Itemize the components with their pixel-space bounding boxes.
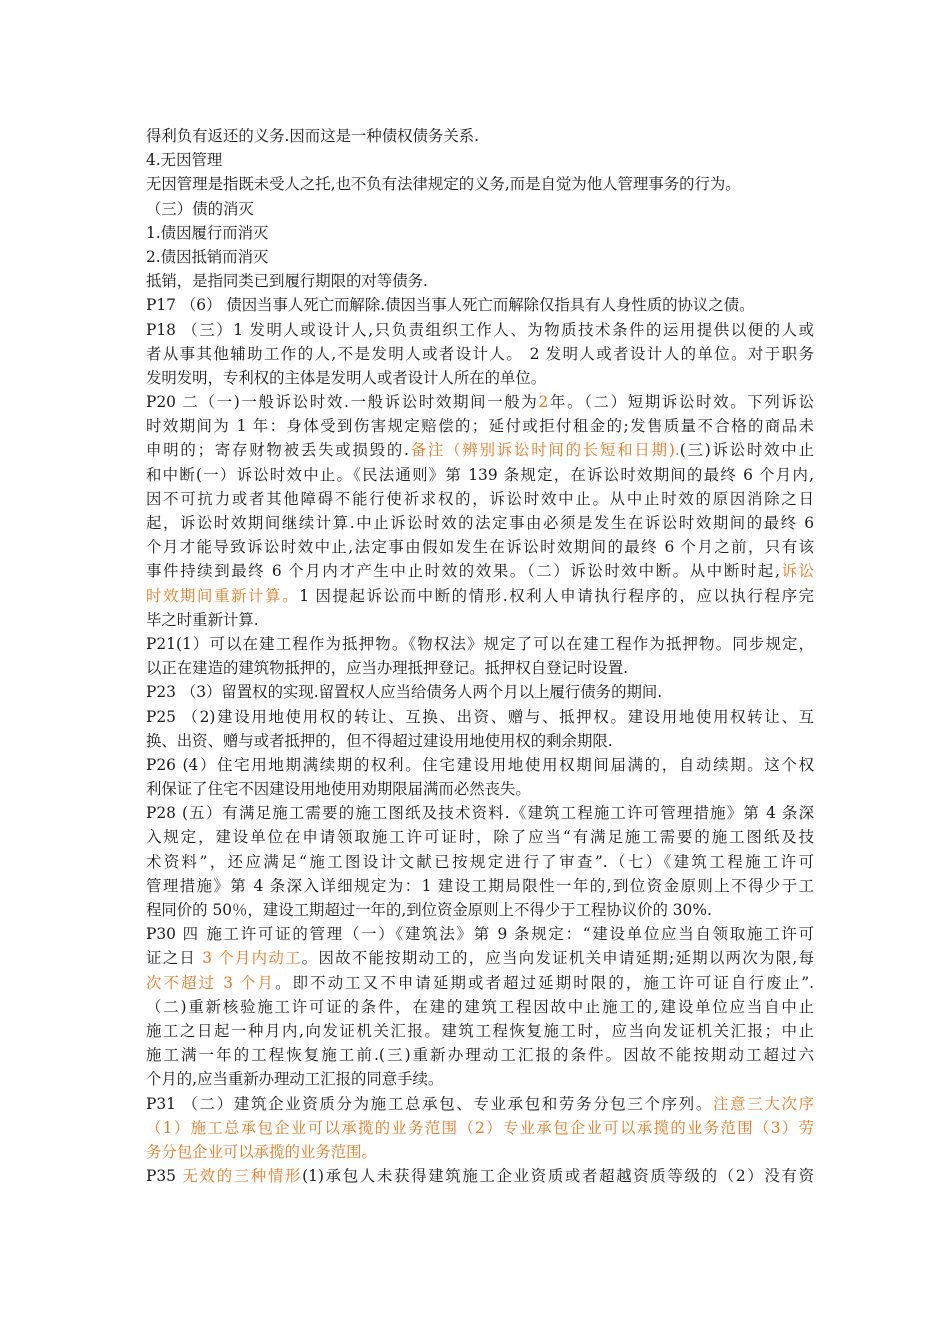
text-line — [146, 245, 814, 269]
text-segment: 个月的,应当重新办理动工汇报的同意手续。 — [146, 1070, 444, 1089]
text-segment: 个月才能导致诉讼时效中止,法定事由假如发生在诉讼时效期间的最终 6 个月之前，只有该 — [146, 538, 814, 557]
text-segment: 施工之日起一种月内,向发证机关汇报。建筑工程恢复施工时，应当向发证机关汇报；中止 — [146, 1021, 814, 1040]
text-line — [146, 1116, 814, 1140]
highlighted-text: 时效期间重新计算。 — [146, 586, 300, 605]
text-line — [146, 414, 814, 438]
highlighted-text: 次不超过 3 个月 — [146, 973, 276, 992]
text-line — [146, 124, 814, 148]
text-line — [146, 946, 814, 970]
text-line — [146, 850, 814, 874]
text-line — [146, 874, 814, 898]
text-segment: 无因管理是指既未受人之托,也不负有法律规定的义务,而是自觉为他人管理事务的行为。 — [146, 175, 741, 194]
text-line — [146, 342, 814, 366]
text-segment: P35 — [146, 1167, 183, 1186]
text-segment: 时效期间为 1 年：身体受到伤害规定赔偿的；延付或拒付租金的;发售质量不合格的商品未 — [146, 417, 814, 436]
text-line — [146, 438, 814, 462]
text-line — [146, 801, 814, 825]
text-line — [146, 1140, 814, 1164]
text-segment: P18 （三）1 发明人或设计人,只负责组织工作人、为物质技术条件的运用提供以便的人或 — [146, 320, 814, 339]
text-segment: 施工满一年的工程恢复施工前.(三)重新办理动工汇报的条件。因故不能按期动工超过六 — [146, 1046, 814, 1065]
highlighted-text: 无效的三种情形 — [182, 1167, 303, 1186]
text-segment: 证之日 — [146, 949, 203, 968]
highlighted-text: 务分包企业可以承揽的业务范围。 — [146, 1142, 377, 1161]
text-segment: 1.债因履行而消灭 — [146, 223, 269, 242]
highlighted-text: 诉讼 — [779, 562, 814, 581]
text-segment: 以正在建造的建筑物抵押的，应当办理抵押登记。抵押权自登记时设置. — [146, 659, 629, 678]
text-segment: 因不可抗力或者其他障碍不能行使祈求权的，诉讼时效中止。从中止时效的原因消除之日 — [146, 489, 814, 508]
highlighted-text: （1）施工总承包企业可以承揽的业务范围（2）专业承包企业可以承揽的业务范围（3）劳 — [146, 1118, 814, 1137]
text-line — [146, 777, 814, 801]
text-line — [146, 487, 814, 511]
text-line — [146, 971, 814, 995]
text-line — [146, 535, 814, 559]
document-page — [146, 124, 814, 1188]
text-segment: 管理措施》第 4 条深入详细规定为：1 建设工期局限性一年的,到位资金原则上不得少于工 — [146, 876, 814, 895]
text-segment: 年。（二）短期诉讼时效。下列诉讼 — [548, 393, 814, 412]
text-segment: （三）债的消灭 — [146, 199, 254, 218]
text-segment: 事件持续到最终 6 个月内才产生中止时效的效果。（二）诉讼时效中断。从中断时起, — [146, 562, 780, 581]
text-segment: P31 （二）建筑企业资质分为施工总承包、专业承包和劳务分包三个序列。 — [146, 1094, 714, 1113]
text-segment: 申明的；寄存财物被丢失或损毁的. — [146, 441, 409, 460]
text-segment: P26 (4）住宅用地期满续期的权利。住宅建设用地使用权期间届满的，自动续期。这个权 — [146, 755, 814, 774]
text-line — [146, 366, 814, 390]
text-line — [146, 269, 814, 293]
text-line — [146, 584, 814, 608]
text-segment: 抵销，是指同类已到履行期限的对等债务. — [146, 272, 428, 291]
text-segment: (三)诉讼时效中止 — [679, 441, 814, 460]
text-line — [146, 922, 814, 946]
text-line — [146, 511, 814, 535]
text-line — [146, 825, 814, 849]
text-segment: 发明发明，专利权的主体是发明人或者设计人所在的单位。 — [146, 368, 547, 387]
text-segment: 毕之时重新计算. — [146, 610, 259, 629]
text-segment: 。即不动工又不申请延期或者超过延期时限的，施工许可证自行废止”. — [275, 973, 814, 992]
text-segment: 换、出资、赠与或者抵押的，但不得超过建设用地使用权的剩余期限. — [146, 731, 613, 750]
highlighted-text: 注意三大次序 — [713, 1094, 814, 1113]
text-line — [146, 1019, 814, 1043]
text-line — [146, 293, 814, 317]
text-segment: 程同价的 50％，建设工期超过一年的,到位资金原则上不得少于工程协议价的 30%. — [146, 901, 712, 919]
text-segment: （二)重新核验施工许可证的条件，在建的建筑工程因故中止施工的,建设单位应当自中止 — [146, 997, 814, 1016]
text-line — [146, 632, 814, 656]
text-line — [146, 680, 814, 704]
text-segment: 。因故不能按期动工的，应当向发证机关申请延期;延期以两次为限,每 — [301, 949, 814, 968]
text-line — [146, 608, 814, 632]
text-segment: 术资料”，还应满足“施工图设计文献已按规定进行了审查”.（七）《建筑工程施工许可 — [146, 852, 814, 871]
text-segment: 起，诉讼时效期间继续计算.中止诉讼时效的法定事由必须是发生在诉讼时效期间的最终 6 — [146, 514, 814, 532]
text-line — [146, 390, 814, 414]
text-line — [146, 1067, 814, 1091]
text-segment: 2.债因抵销而消灭 — [146, 247, 269, 266]
text-segment: 得利负有返还的义务.因而这是一种债权债务关系. — [146, 127, 479, 145]
text-line — [146, 1164, 814, 1188]
text-segment: P25 （2)建设用地使用权的转让、互换、出资、赠与、抵押权。建设用地使用权转让、互 — [146, 707, 814, 726]
text-line — [146, 656, 814, 680]
text-line — [146, 753, 814, 777]
text-segment: 4.无因管理 — [146, 151, 223, 170]
text-line — [146, 729, 814, 753]
text-line — [146, 197, 814, 221]
text-segment: 1 因提起诉讼而中断的情形.权利人申请执行程序的，应以执行程序完 — [299, 586, 814, 605]
text-line — [146, 705, 814, 729]
highlighted-text: 2 — [538, 393, 549, 412]
text-segment: 者从事其他辅助工作的人,不是发明人或者设计人。 2 发明人或者设计人的单位。对于职务 — [146, 344, 814, 363]
text-line — [146, 172, 814, 196]
text-line — [146, 463, 814, 487]
highlighted-text: 备注（辨别诉讼时间的长短和日期). — [408, 441, 680, 460]
text-segment: 和中断(一）诉讼时效中止。《民法通则》第 139 条规定，在诉讼时效期间的最终 6 个月内, — [146, 465, 814, 484]
text-segment: P17 （6） 债因当事人死亡而解除.债因当事人死亡而解除仅指具有人身性质的协议之债。 — [146, 296, 755, 315]
text-segment: P30 四 施工许可证的管理（一）《建筑法》第 9 条规定：“建设单位应当自领取施工许可 — [146, 925, 814, 944]
text-segment: P20 二（一)一般诉讼时效.一般诉讼时效期间一般为 — [146, 393, 539, 412]
text-line — [146, 1043, 814, 1067]
text-segment: P21(1）可以在建工程作为抵押物。《物权法》规定了可以在建工程作为抵押物。同步规定， — [146, 634, 814, 653]
text-segment: P28 (五）有满足施工需要的施工图纸及技术资料.《建筑工程施工许可管理措施》第 4 条深 — [146, 804, 814, 823]
text-line — [146, 318, 814, 342]
text-line — [146, 148, 814, 172]
text-line — [146, 995, 814, 1019]
text-segment: (1)承包人未获得建筑施工企业资质或者超越资质等级的（2）没有资 — [302, 1167, 814, 1186]
text-segment: P23 （3）留置权的实现.留置权人应当给债务人两个月以上履行债务的期间. — [146, 683, 663, 702]
text-line — [146, 1092, 814, 1116]
text-line — [146, 898, 814, 922]
text-line — [146, 221, 814, 245]
highlighted-text: 3 个月内动工 — [202, 949, 302, 968]
text-line — [146, 559, 814, 583]
text-segment: 入规定，建设单位在申请领取施工许可证时，除了应当“有满足施工需要的施工图纸及技 — [146, 828, 814, 847]
text-segment: 利保证了住宅不因建设用地使用劝期限届满而必然丧失。 — [146, 780, 531, 799]
